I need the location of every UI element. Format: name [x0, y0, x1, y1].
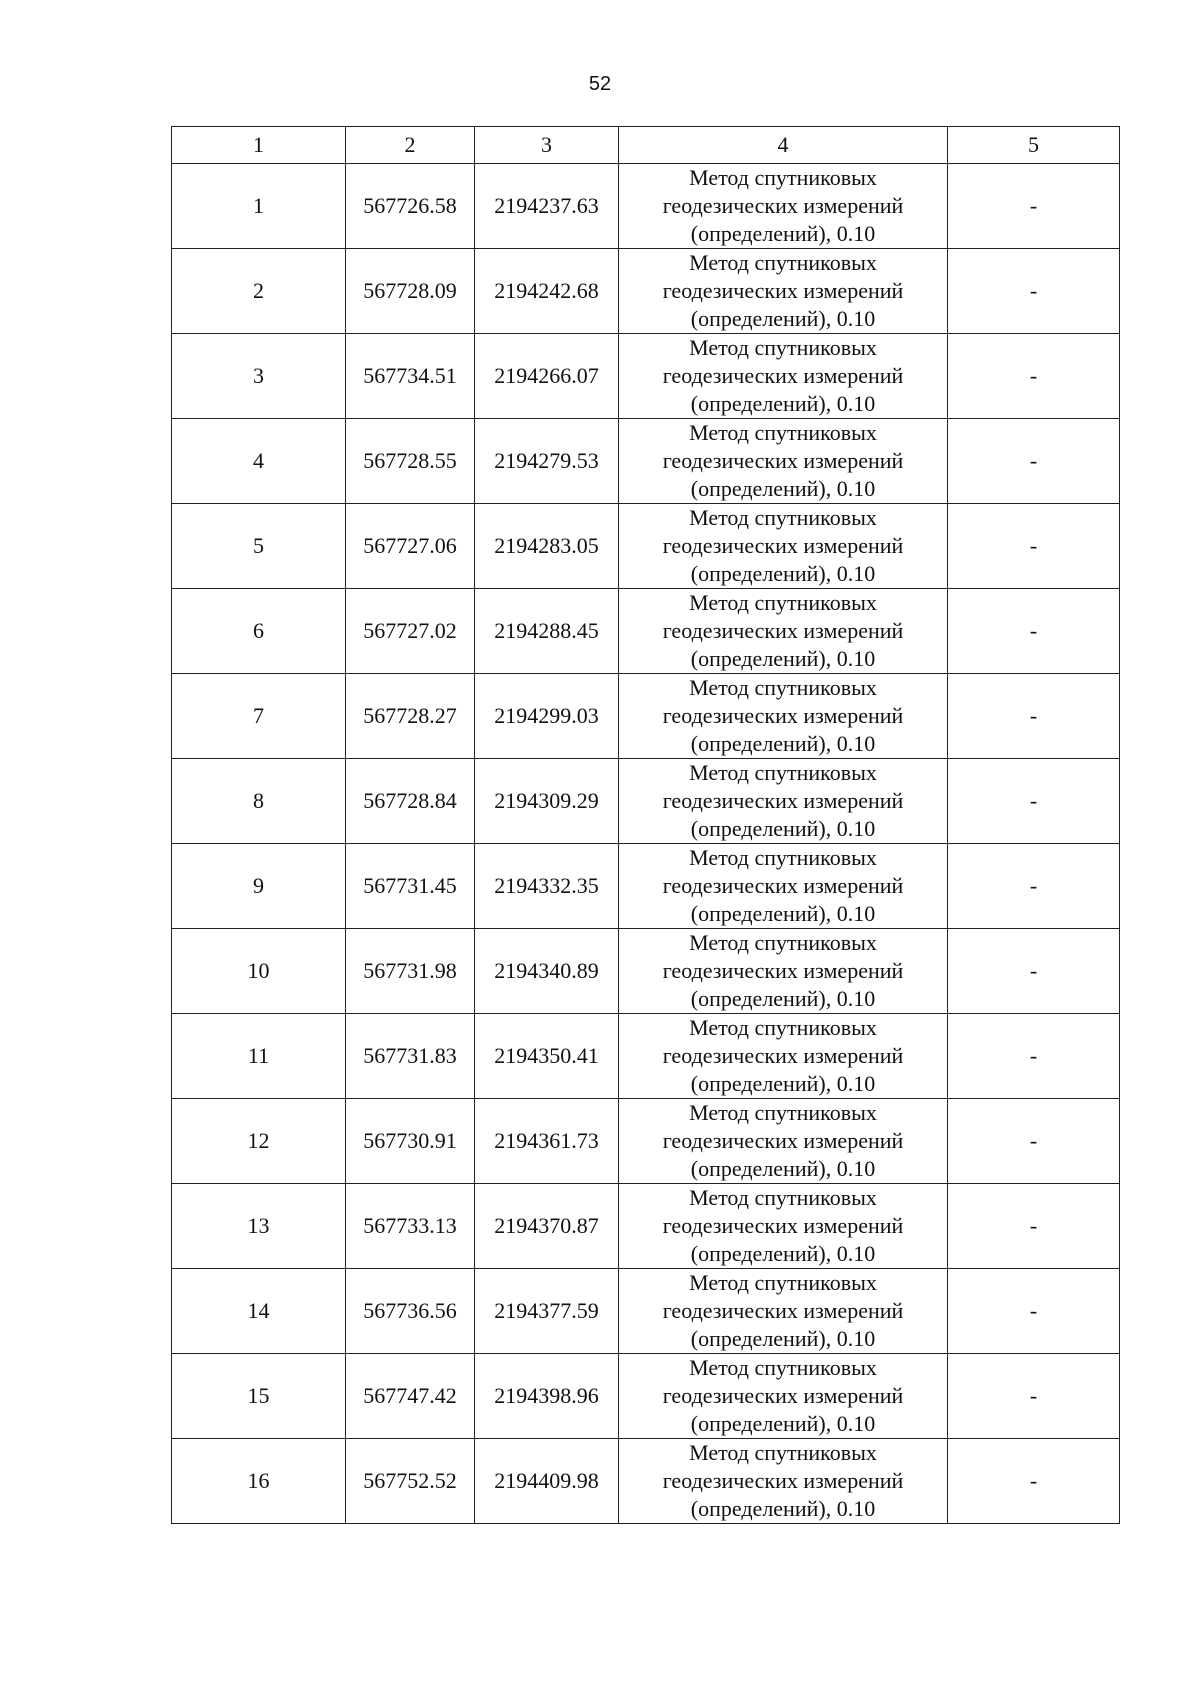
method-line: Метод спутниковых [689, 845, 877, 870]
method-cell [619, 164, 948, 249]
method-line: (определений), 0.10 [690, 646, 876, 671]
note-cell: - [948, 1354, 1120, 1439]
method-line: (определений), 0.10 [690, 1326, 876, 1351]
method-line: геодезических измерений [662, 278, 904, 303]
x-coordinate-cell: 567728.09 [346, 249, 475, 334]
table-row [172, 1439, 1120, 1524]
x-coordinate-cell: 567728.55 [346, 419, 475, 504]
table-row [172, 1014, 1120, 1099]
method-line: Метод спутниковых [689, 1270, 877, 1295]
method-line: геодезических измерений [662, 1213, 904, 1238]
note-cell: - [948, 249, 1120, 334]
y-coordinate-cell: 2194361.73 [475, 1099, 619, 1184]
note-cell: - [948, 1184, 1120, 1269]
method-line: (определений), 0.10 [690, 1156, 876, 1181]
method-line: геодезических измерений [662, 873, 904, 898]
table-row [172, 334, 1120, 419]
method-line: геодезических измерений [662, 363, 904, 388]
method-line: (определений), 0.10 [690, 986, 876, 1011]
method-cell [619, 844, 948, 929]
method-cell [619, 1099, 948, 1184]
method-line: Метод спутниковых [689, 165, 877, 190]
method-line: геодезических измерений [662, 1468, 904, 1493]
x-coordinate-cell: 567747.42 [346, 1354, 475, 1439]
method-cell [619, 334, 948, 419]
note-cell: - [948, 504, 1120, 589]
header-col-3: 3 [475, 127, 619, 164]
method-cell [619, 759, 948, 844]
method-line: (определений), 0.10 [690, 306, 876, 331]
point-number-cell: 16 [172, 1439, 346, 1524]
y-coordinate-cell: 2194242.68 [475, 249, 619, 334]
note-cell: - [948, 1269, 1120, 1354]
method-cell [619, 1269, 948, 1354]
method-line: (определений), 0.10 [690, 561, 876, 586]
note-cell: - [948, 759, 1120, 844]
x-coordinate-cell: 567726.58 [346, 164, 475, 249]
x-coordinate-cell: 567731.83 [346, 1014, 475, 1099]
point-number-cell: 11 [172, 1014, 346, 1099]
table-row [172, 759, 1120, 844]
y-coordinate-cell: 2194370.87 [475, 1184, 619, 1269]
method-line: (определений), 0.10 [690, 1241, 876, 1266]
method-line: Метод спутниковых [689, 760, 877, 785]
method-cell [619, 1014, 948, 1099]
method-line: геодезических измерений [662, 1383, 904, 1408]
method-line: (определений), 0.10 [690, 391, 876, 416]
note-cell: - [948, 1439, 1120, 1524]
table-row [172, 164, 1120, 249]
method-line: Метод спутниковых [689, 250, 877, 275]
method-line: Метод спутниковых [689, 335, 877, 360]
point-number-cell: 5 [172, 504, 346, 589]
method-line: (определений), 0.10 [690, 901, 876, 926]
method-line: Метод спутниковых [689, 1100, 877, 1125]
point-number-cell: 2 [172, 249, 346, 334]
method-cell [619, 504, 948, 589]
point-number-cell: 13 [172, 1184, 346, 1269]
x-coordinate-cell: 567736.56 [346, 1269, 475, 1354]
table-body [172, 164, 1120, 1524]
point-number-cell: 1 [172, 164, 346, 249]
x-coordinate-cell: 567752.52 [346, 1439, 475, 1524]
x-coordinate-cell: 567733.13 [346, 1184, 475, 1269]
note-cell: - [948, 1014, 1120, 1099]
method-line: геодезических измерений [662, 448, 904, 473]
x-coordinate-cell: 567728.27 [346, 674, 475, 759]
table-row [172, 1184, 1120, 1269]
y-coordinate-cell: 2194409.98 [475, 1439, 619, 1524]
method-cell [619, 419, 948, 504]
x-coordinate-cell: 567731.98 [346, 929, 475, 1014]
method-cell [619, 1354, 948, 1439]
coordinates-table [171, 126, 1120, 1524]
method-cell [619, 249, 948, 334]
table-row [172, 1354, 1120, 1439]
y-coordinate-cell: 2194283.05 [475, 504, 619, 589]
method-cell [619, 929, 948, 1014]
table-row [172, 504, 1120, 589]
method-line: геодезических измерений [662, 1298, 904, 1323]
table-row [172, 249, 1120, 334]
method-line: Метод спутниковых [689, 505, 877, 530]
method-line: геодезических измерений [662, 618, 904, 643]
table-row [172, 674, 1120, 759]
note-cell: - [948, 334, 1120, 419]
page-number: 52 [588, 73, 612, 95]
note-cell: - [948, 1099, 1120, 1184]
x-coordinate-cell: 567731.45 [346, 844, 475, 929]
method-line: Метод спутниковых [689, 1355, 877, 1380]
note-cell: - [948, 419, 1120, 504]
y-coordinate-cell: 2194377.59 [475, 1269, 619, 1354]
header-col-1: 1 [172, 127, 346, 164]
point-number-cell: 14 [172, 1269, 346, 1354]
point-number-cell: 3 [172, 334, 346, 419]
y-coordinate-cell: 2194266.07 [475, 334, 619, 419]
note-cell: - [948, 674, 1120, 759]
method-line: геодезических измерений [662, 533, 904, 558]
method-line: геодезических измерений [662, 193, 904, 218]
method-line: геодезических измерений [662, 703, 904, 728]
point-number-cell: 8 [172, 759, 346, 844]
method-line: Метод спутниковых [689, 930, 877, 955]
note-cell: - [948, 164, 1120, 249]
method-line: (определений), 0.10 [690, 476, 876, 501]
method-line: Метод спутниковых [689, 1440, 877, 1465]
point-number-cell: 6 [172, 589, 346, 674]
table-row [172, 419, 1120, 504]
method-line: геодезических измерений [662, 788, 904, 813]
method-line: (определений), 0.10 [690, 221, 876, 246]
header-col-5: 5 [948, 127, 1120, 164]
x-coordinate-cell: 567728.84 [346, 759, 475, 844]
header-row [172, 127, 1120, 164]
point-number-cell: 15 [172, 1354, 346, 1439]
y-coordinate-cell: 2194299.03 [475, 674, 619, 759]
y-coordinate-cell: 2194350.41 [475, 1014, 619, 1099]
point-number-cell: 4 [172, 419, 346, 504]
point-number-cell: 9 [172, 844, 346, 929]
method-cell [619, 589, 948, 674]
point-number-cell: 12 [172, 1099, 346, 1184]
x-coordinate-cell: 567730.91 [346, 1099, 475, 1184]
x-coordinate-cell: 567727.06 [346, 504, 475, 589]
method-line: геодезических измерений [662, 1043, 904, 1068]
method-line: (определений), 0.10 [690, 1411, 876, 1436]
y-coordinate-cell: 2194309.29 [475, 759, 619, 844]
method-line: (определений), 0.10 [690, 731, 876, 756]
note-cell: - [948, 844, 1120, 929]
table-row [172, 1099, 1120, 1184]
table-row [172, 929, 1120, 1014]
y-coordinate-cell: 2194340.89 [475, 929, 619, 1014]
method-line: геодезических измерений [662, 1128, 904, 1153]
table-row [172, 589, 1120, 674]
point-number-cell: 10 [172, 929, 346, 1014]
method-line: Метод спутниковых [689, 1015, 877, 1040]
y-coordinate-cell: 2194398.96 [475, 1354, 619, 1439]
method-line: Метод спутниковых [689, 1185, 877, 1210]
method-line: Метод спутниковых [689, 675, 877, 700]
x-coordinate-cell: 567727.02 [346, 589, 475, 674]
method-line: (определений), 0.10 [690, 1496, 876, 1521]
method-line: (определений), 0.10 [690, 1071, 876, 1096]
header-col-4: 4 [619, 127, 948, 164]
header-col-2: 2 [346, 127, 475, 164]
method-cell [619, 1439, 948, 1524]
table-row [172, 1269, 1120, 1354]
method-line: Метод спутниковых [689, 420, 877, 445]
method-line: (определений), 0.10 [690, 816, 876, 841]
y-coordinate-cell: 2194279.53 [475, 419, 619, 504]
table-row [172, 844, 1120, 929]
method-line: геодезических измерений [662, 958, 904, 983]
method-cell [619, 1184, 948, 1269]
note-cell: - [948, 929, 1120, 1014]
method-cell [619, 674, 948, 759]
note-cell: - [948, 589, 1120, 674]
y-coordinate-cell: 2194288.45 [475, 589, 619, 674]
point-number-cell: 7 [172, 674, 346, 759]
y-coordinate-cell: 2194332.35 [475, 844, 619, 929]
y-coordinate-cell: 2194237.63 [475, 164, 619, 249]
method-line: Метод спутниковых [689, 590, 877, 615]
x-coordinate-cell: 567734.51 [346, 334, 475, 419]
